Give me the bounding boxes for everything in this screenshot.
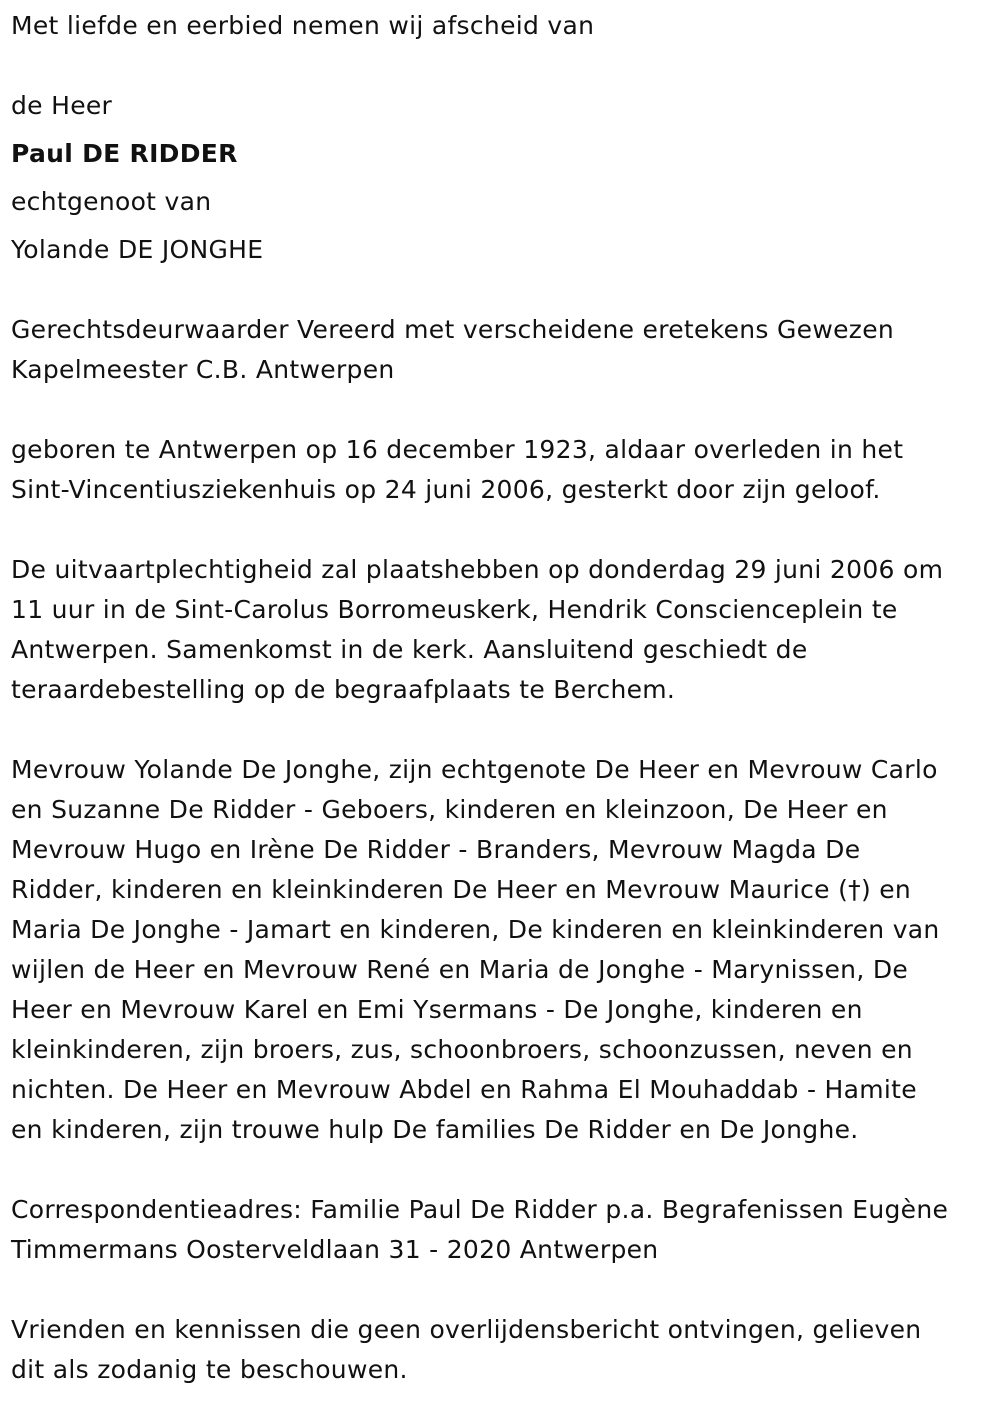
paragraph-line: en kinderen, zijn trouwe hulp De families De Ridder en De Jonghe. xyxy=(11,1115,859,1144)
paragraph-line: Timmermans Oosterveldlaan 31 - 2020 Antwerpen xyxy=(11,1235,659,1264)
paragraph-line: Vrienden en kennissen die geen overlijdensbericht ontvingen, gelieven xyxy=(11,1315,922,1344)
paragraph-line: Mevrouw Hugo en Irène De Ridder - Branders, Mevrouw Magda De xyxy=(11,835,861,864)
paragraph-line: Heer en Mevrouw Karel en Emi Ysermans - De Jonghe, kinderen en xyxy=(11,995,863,1024)
paragraph-line: Sint-Vincentiusziekenhuis op 24 juni 2006, gesterkt door zijn geloof. xyxy=(11,475,881,504)
spouse-label: echtgenoot van xyxy=(11,187,212,216)
paragraph-line: dit als zodanig te beschouwen. xyxy=(11,1355,408,1384)
paragraph-line: en Suzanne De Ridder - Geboers, kinderen en kleinzoon, De Heer en xyxy=(11,795,888,824)
paragraph-line: teraardebestelling op de begraafplaats te Berchem. xyxy=(11,675,676,704)
paragraph-line: Ridder, kinderen en kleinkinderen De Heer en Mevrouw Maurice (†) en xyxy=(11,875,912,904)
paragraph-line: Maria De Jonghe - Jamart en kinderen, De kinderen en kleinkinderen van xyxy=(11,915,940,944)
paragraph-line: geboren te Antwerpen op 16 december 1923, aldaar overleden in het xyxy=(11,435,904,464)
paragraph-line: Mevrouw Yolande De Jonghe, zijn echtgenote De Heer en Mevrouw Carlo xyxy=(11,755,938,784)
spouse-name: Yolande DE JONGHE xyxy=(11,235,264,264)
salutation: de Heer xyxy=(11,91,113,120)
paragraph-line: De uitvaartplechtigheid zal plaatshebben op donderdag 29 juni 2006 om xyxy=(11,555,944,584)
paragraph-line: nichten. De Heer en Mevrouw Abdel en Rahma El Mouhaddab - Hamite xyxy=(11,1075,917,1104)
intro-text: Met liefde en eerbied nemen wij afscheid van xyxy=(11,11,595,40)
paragraph-line: 11 uur in de Sint-Carolus Borromeuskerk, Hendrik Conscienceplein te xyxy=(11,595,898,624)
paragraph-line: kleinkinderen, zijn broers, zus, schoonbroers, schoonzussen, neven en xyxy=(11,1035,913,1064)
deceased-name: Paul DE RIDDER xyxy=(11,139,238,168)
paragraph-line: Gerechtsdeurwaarder Vereerd met verscheidene eretekens Gewezen xyxy=(11,315,895,344)
paragraph-line: wijlen de Heer en Mevrouw René en Maria de Jonghe - Marynissen, De xyxy=(11,955,909,984)
paragraph-line: Kapelmeester C.B. Antwerpen xyxy=(11,355,395,384)
paragraph-line: Correspondentieadres: Familie Paul De Ridder p.a. Begrafenissen Eugène xyxy=(11,1195,949,1224)
paragraph-line: Antwerpen. Samenkomst in de kerk. Aansluitend geschiedt de xyxy=(11,635,808,664)
